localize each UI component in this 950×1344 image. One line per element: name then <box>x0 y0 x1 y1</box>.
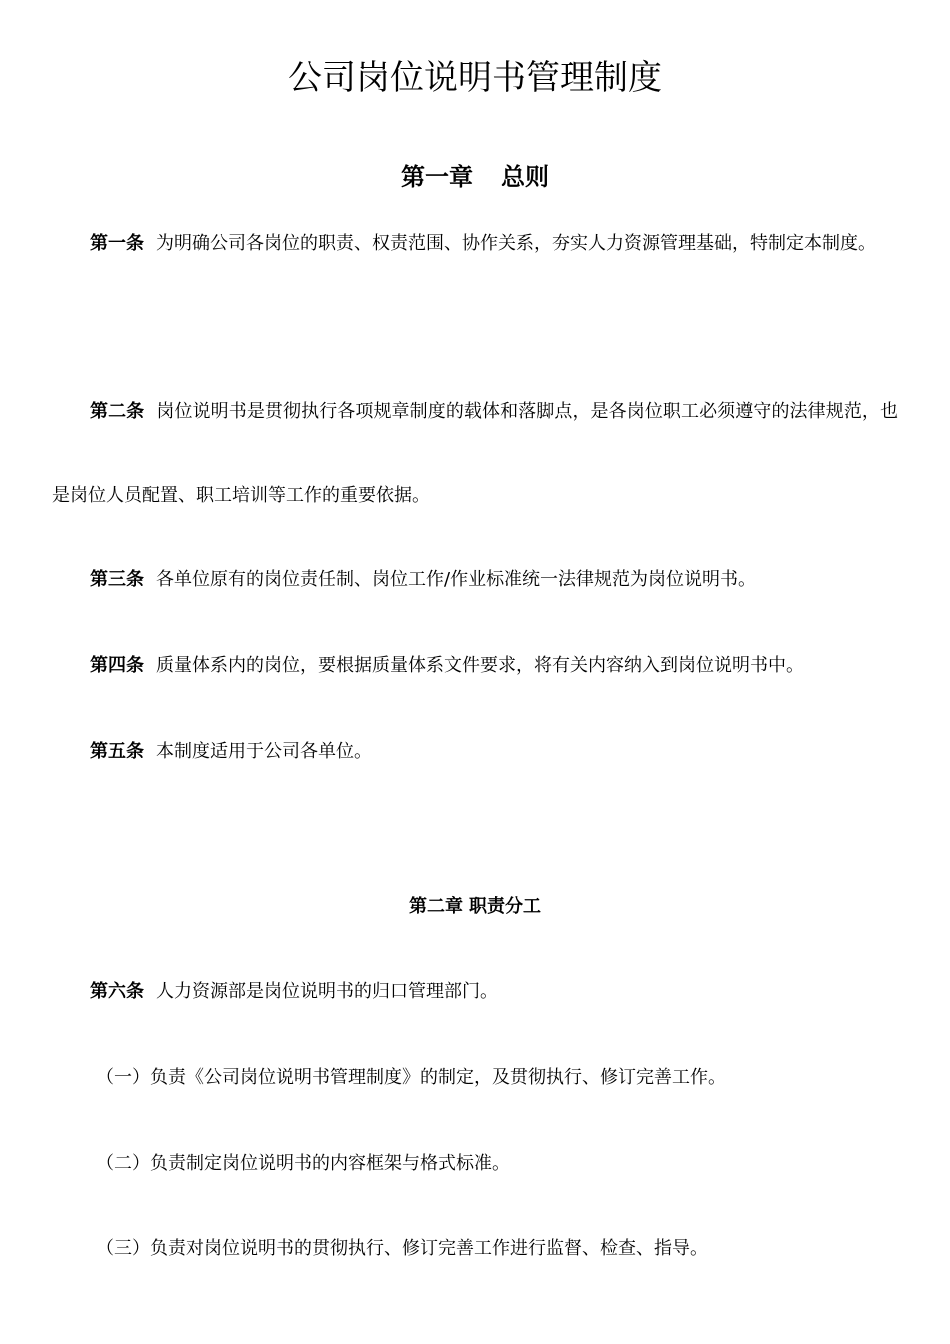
article-text: 各单位原有的岗位责任制、岗位工作/作业标准统一法律规范为岗位说明书。 <box>156 569 757 590</box>
article-2 <box>52 370 898 538</box>
article-6 <box>52 950 898 1034</box>
article-label: 第六条 <box>90 981 144 1002</box>
article-label: 第二条 <box>90 401 145 422</box>
chapter-1-heading <box>0 160 950 194</box>
article-5 <box>52 710 898 794</box>
article-text: 岗位说明书是贯彻执行各项规章制度的载体和落脚点，是各岗位职工必须遵守的法律规范，也是岗位人员配置、职工培训等工作的重要依据。 <box>52 401 899 506</box>
article-label: 第三条 <box>90 569 144 590</box>
chapter-1-number: 第一章 <box>401 163 473 191</box>
article-label: 第四条 <box>90 655 144 676</box>
article-label: 第五条 <box>90 741 144 762</box>
article-text: 为明确公司各岗位的职责、权责范围、协作关系，夯实人力资源管理基础，特制定本制度。 <box>156 233 876 254</box>
article-text: 人力资源部是岗位说明书的归口管理部门。 <box>156 981 498 1002</box>
article-3 <box>52 538 898 622</box>
list-item: （三）负责对岗位说明书的贯彻执行、修订完善工作进行监督、检查、指导。 <box>96 1238 708 1259</box>
article-text: 质量体系内的岗位，要根据质量体系文件要求，将有关内容纳入到岗位说明书中。 <box>156 655 804 676</box>
article-1 <box>52 202 898 286</box>
chapter-1-name: 总则 <box>501 163 549 191</box>
list-item: （二）负责制定岗位说明书的内容框架与格式标准。 <box>96 1153 510 1174</box>
chapter-2-number: 第二章 <box>409 896 463 917</box>
chapter-2-name: 职责分工 <box>469 896 541 917</box>
chapter-2-heading <box>0 894 950 920</box>
article-label: 第一条 <box>90 233 144 254</box>
document-title: 公司岗位说明书管理制度 <box>288 58 662 98</box>
list-item: （一）负责《公司岗位说明书管理制度》的制定，及贯彻执行、修订完善工作。 <box>96 1067 726 1088</box>
article-text: 本制度适用于公司各单位。 <box>156 741 372 762</box>
article-4 <box>52 624 898 708</box>
